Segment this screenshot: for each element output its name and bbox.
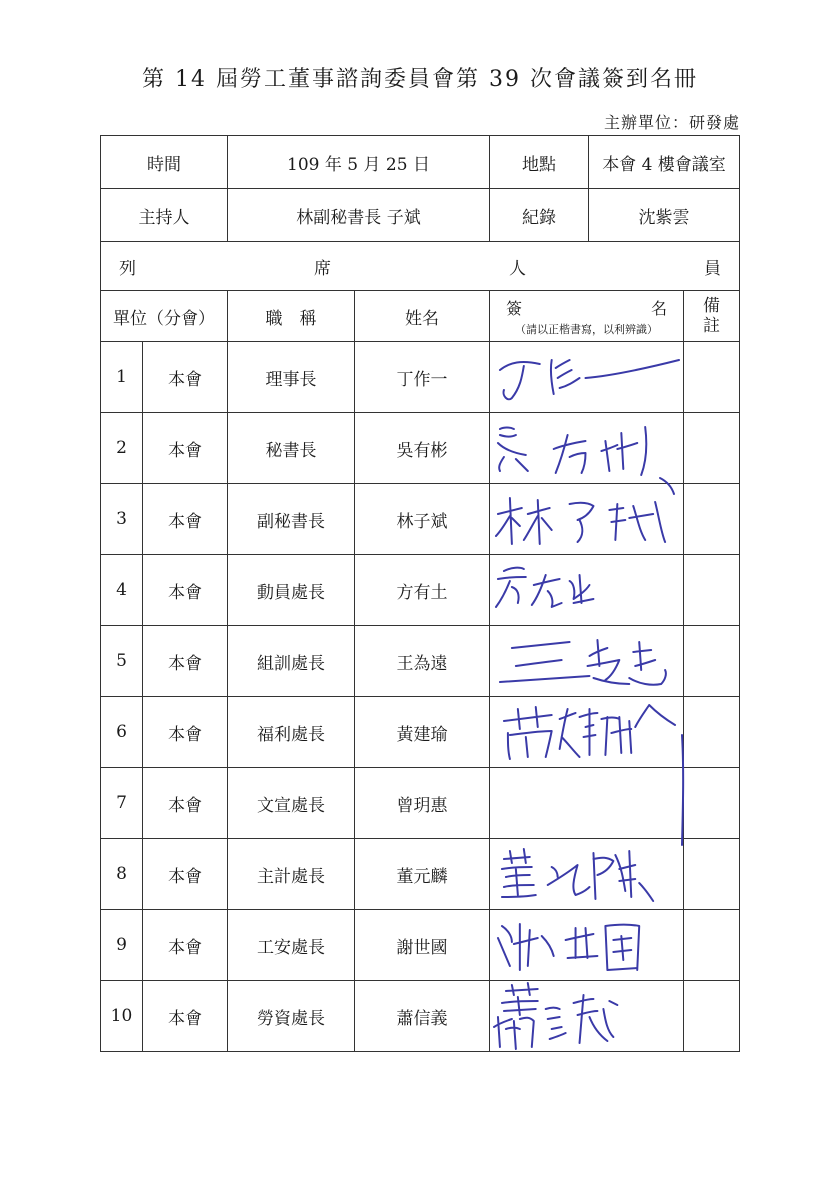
handwritten-signature — [490, 981, 683, 1051]
attendees-header — [101, 242, 740, 291]
table-row — [101, 626, 740, 697]
row-number: 10 — [101, 981, 143, 1052]
time-label: 時間 — [101, 136, 228, 189]
row-unit: 本會 — [143, 413, 228, 484]
row-title: 副秘書長 — [228, 484, 355, 555]
handwritten-signature — [490, 555, 683, 625]
sign-in-table — [100, 135, 740, 1052]
sign-header-note: （請以正楷書寫，以利辨識） — [515, 322, 658, 336]
sign-header-right: 名 — [650, 298, 667, 318]
recorder-cell — [490, 189, 740, 242]
attendees-header-char: 人 — [509, 258, 526, 279]
table-row — [101, 555, 740, 626]
row-unit: 本會 — [143, 697, 228, 768]
attendees-header-char: 列 — [119, 258, 136, 279]
remarks-cell — [684, 839, 740, 910]
place-cell — [490, 136, 740, 189]
handwritten-signature — [490, 342, 683, 412]
row-unit: 本會 — [143, 910, 228, 981]
signature-cell — [490, 484, 684, 555]
row-title: 主計處長 — [228, 839, 355, 910]
row-title: 秘書長 — [228, 413, 355, 484]
row-title: 勞資處長 — [228, 981, 355, 1052]
row-number: 3 — [101, 484, 143, 555]
meeting-host-row — [101, 189, 740, 242]
row-unit: 本會 — [143, 484, 228, 555]
row-name: 林子斌 — [355, 484, 490, 555]
remarks-cell — [684, 697, 740, 768]
attendees-header-row — [101, 242, 740, 291]
host-label: 主持人 — [101, 189, 228, 242]
row-name: 蕭信義 — [355, 981, 490, 1052]
remarks-cell — [684, 626, 740, 697]
time-value: 109 年 5 月 25 日 — [228, 136, 490, 189]
remarks-cell — [684, 342, 740, 413]
remarks-header-top: 備 — [703, 296, 720, 316]
signature-cell — [490, 910, 684, 981]
table-row — [101, 981, 740, 1052]
attendees-header-char: 席 — [314, 258, 331, 279]
row-name: 方有土 — [355, 555, 490, 626]
row-title: 工安處長 — [228, 910, 355, 981]
signature-cell — [490, 768, 684, 839]
row-number: 5 — [101, 626, 143, 697]
table-row — [101, 484, 740, 555]
recorder-value: 沈紫雲 — [638, 207, 690, 228]
remarks-cell — [684, 910, 740, 981]
remarks-cell — [684, 484, 740, 555]
row-title: 福利處長 — [228, 697, 355, 768]
unit-column-header: 單位（分會） — [101, 291, 228, 342]
recorder-label: 紀錄 — [490, 189, 589, 241]
handwritten-signature — [490, 484, 683, 554]
row-name: 謝世國 — [355, 910, 490, 981]
sign-header-left: 簽 — [506, 298, 523, 318]
row-number: 7 — [101, 768, 143, 839]
row-title: 動員處長 — [228, 555, 355, 626]
table-row — [101, 910, 740, 981]
handwritten-signature — [490, 626, 683, 696]
signature-cell — [490, 555, 684, 626]
attendees-header-char: 員 — [704, 258, 721, 279]
document-title: 第 14 屆勞工董事諮詢委員會第 39 次會議簽到名冊 — [142, 67, 698, 92]
row-name: 曾玥惠 — [355, 768, 490, 839]
handwritten-signature — [490, 413, 683, 483]
row-name: 黃建瑜 — [355, 697, 490, 768]
column-header-row — [101, 291, 740, 342]
signature-cell — [490, 342, 684, 413]
table-row — [101, 768, 740, 839]
row-number: 1 — [101, 342, 143, 413]
name-column-header: 姓名 — [355, 291, 490, 342]
remarks-cell — [684, 413, 740, 484]
row-number: 9 — [101, 910, 143, 981]
row-name: 王為遠 — [355, 626, 490, 697]
handwritten-signature — [490, 910, 683, 980]
remarks-cell — [684, 981, 740, 1052]
row-title: 理事長 — [228, 342, 355, 413]
row-number: 6 — [101, 697, 143, 768]
row-name: 吳有彬 — [355, 413, 490, 484]
attendee-rows — [101, 342, 740, 1052]
row-number: 4 — [101, 555, 143, 626]
row-unit: 本會 — [143, 768, 228, 839]
row-name: 丁作一 — [355, 342, 490, 413]
organizer-label: 主辦單位：研發處 — [603, 113, 740, 132]
handwritten-signature — [490, 697, 683, 767]
place-label: 地點 — [490, 136, 589, 188]
row-name: 董元麟 — [355, 839, 490, 910]
table-row — [101, 413, 740, 484]
place-value: 本會 4 樓會議室 — [602, 154, 726, 175]
row-unit: 本會 — [143, 626, 228, 697]
signature-cell — [490, 839, 684, 910]
row-title: 組訓處長 — [228, 626, 355, 697]
title-column-header: 職 稱 — [228, 291, 355, 342]
signature-cell — [490, 626, 684, 697]
row-number: 2 — [101, 413, 143, 484]
signature-column-header — [490, 291, 684, 342]
table-row — [101, 839, 740, 910]
remarks-cell — [684, 555, 740, 626]
row-unit: 本會 — [143, 555, 228, 626]
row-number: 8 — [101, 839, 143, 910]
row-unit: 本會 — [143, 981, 228, 1052]
signature-cell — [490, 981, 684, 1052]
remarks-header-bottom: 註 — [703, 316, 720, 336]
row-title: 文宣處長 — [228, 768, 355, 839]
table-row — [101, 342, 740, 413]
handwritten-signature — [490, 839, 683, 909]
signature-cell — [490, 413, 684, 484]
row-unit: 本會 — [143, 839, 228, 910]
meeting-time-row — [101, 136, 740, 189]
host-value: 林副秘書長 子斌 — [228, 189, 490, 242]
signature-cell — [490, 697, 684, 768]
remarks-cell — [684, 768, 740, 839]
remarks-column-header — [684, 291, 740, 342]
table-row — [101, 697, 740, 768]
row-unit: 本會 — [143, 342, 228, 413]
